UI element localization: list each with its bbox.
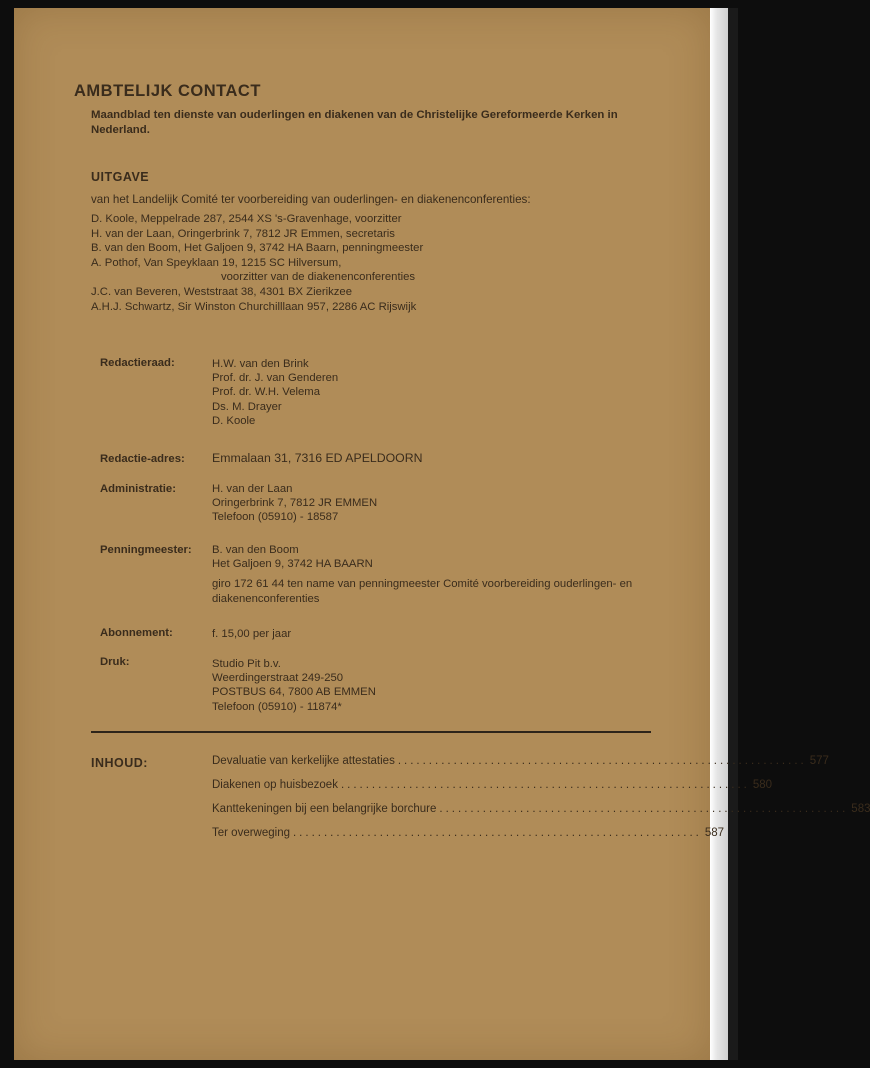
toc-title: Devaluatie van kerkelijke attestaties <box>212 755 395 767</box>
uitgave-heading: UITGAVE <box>91 170 150 184</box>
editor-line: Prof. dr. J. van Genderen <box>212 372 339 385</box>
member-line: B. van den Boom, Het Galjoen 9, 3742 HA Baarn, penningmeester <box>91 242 424 255</box>
magazine-page <box>14 8 710 1060</box>
toc-leader: .................................................................. <box>439 803 849 815</box>
printer-line: Studio Pit b.v. <box>212 658 281 670</box>
administratie-value <box>212 482 667 525</box>
member-line: A. Pothof, Van Speyklaan 19, 1215 SC Hilversum, <box>91 256 342 269</box>
admin-line: Telefoon (05910) - 18587 <box>212 511 339 524</box>
editor-line: Prof. dr. W.H. Velema <box>212 386 320 399</box>
toc-entry[interactable] <box>212 779 773 803</box>
inhoud-label: INHOUD: <box>91 756 148 770</box>
redactieraad-value <box>212 357 667 428</box>
member-line: A.H.J. Schwartz, Sir Winston Churchilllaan 957, 2286 AC Rijswijk <box>91 300 417 313</box>
administratie-label: Administratie: <box>100 483 176 495</box>
admin-line: H. van der Laan <box>212 483 293 495</box>
toc-page: 587 <box>704 827 725 839</box>
toc-title: Ter overweging <box>212 827 290 839</box>
penningmeester-label: Penningmeester: <box>100 544 192 556</box>
section-divider <box>91 731 651 733</box>
member-line: J.C. van Beveren, Weststraat 38, 4301 BX Zierikzee <box>91 285 352 298</box>
printer-line: Telefoon (05910) - 11874* <box>212 700 342 713</box>
page-edge <box>710 8 728 1060</box>
toc-entry[interactable] <box>212 755 829 779</box>
penningmeester-value <box>212 543 667 607</box>
giro-text: giro 172 61 44 ten name van penningmeester Comité voorbereiding ouderlingen- en diakenenconferenties <box>212 578 633 606</box>
toc-leader: .................................................................. <box>292 827 702 839</box>
redactieraad-label: Redactieraad: <box>100 357 175 369</box>
editor-line: Ds. M. Drayer <box>212 400 282 413</box>
editor-line: D. Koole <box>212 414 256 427</box>
toc-entry[interactable] <box>212 827 725 851</box>
printer-line: POSTBUS 64, 7800 AB EMMEN <box>212 686 376 699</box>
toc-title: Kanttekeningen bij een belangrijke borchure <box>212 803 437 815</box>
treasurer-line: Het Galjoen 9, 3742 HA BAARN <box>212 558 373 571</box>
committee-members <box>91 212 681 314</box>
toc-leader: .................................................................. <box>340 779 750 791</box>
table-of-contents <box>212 755 870 851</box>
editor-line: H.W. van den Brink <box>212 358 309 370</box>
druk-label: Druk: <box>100 656 130 668</box>
redactie-adres-label: Redactie-adres: <box>100 453 185 465</box>
treasurer-line: B. van den Boom <box>212 544 299 556</box>
magazine-title: AMBTELIJK CONTACT <box>74 82 261 100</box>
toc-title: Diakenen op huisbezoek <box>212 779 338 791</box>
redactie-adres-value: Emmalaan 31, 7316 ED APELDOORN <box>212 451 423 465</box>
uitgave-intro: van het Landelijk Comité ter voorbereiding van ouderlingen- en diakenenconferenties: <box>91 193 531 206</box>
admin-line: Oringerbrink 7, 7812 JR EMMEN <box>212 497 378 510</box>
scan-border <box>728 8 738 1060</box>
toc-leader: .................................................................. <box>397 755 807 767</box>
member-line: H. van der Laan, Oringerbrink 7, 7812 JR Emmen, secretaris <box>91 227 395 240</box>
toc-page: 577 <box>809 755 829 767</box>
abonnement-label: Abonnement: <box>100 627 173 639</box>
abonnement-value: f. 15,00 per jaar <box>212 628 292 640</box>
toc-entry[interactable] <box>212 803 870 827</box>
printer-line: Weerdingerstraat 249-250 <box>212 672 344 685</box>
member-line: voorzitter van de diakenenconferenties <box>221 271 416 284</box>
toc-page: 580 <box>752 779 773 791</box>
magazine-subtitle: Maandblad ten dienste van ouderlingen en diakenen van de Christelijke Gereformeerde Kerken in Nederland. <box>91 109 618 136</box>
member-line: D. Koole, Meppelrade 287, 2544 XS 's-Gravenhage, voorzitter <box>91 213 402 225</box>
druk-value <box>212 657 667 714</box>
toc-page: 583 <box>851 803 870 815</box>
